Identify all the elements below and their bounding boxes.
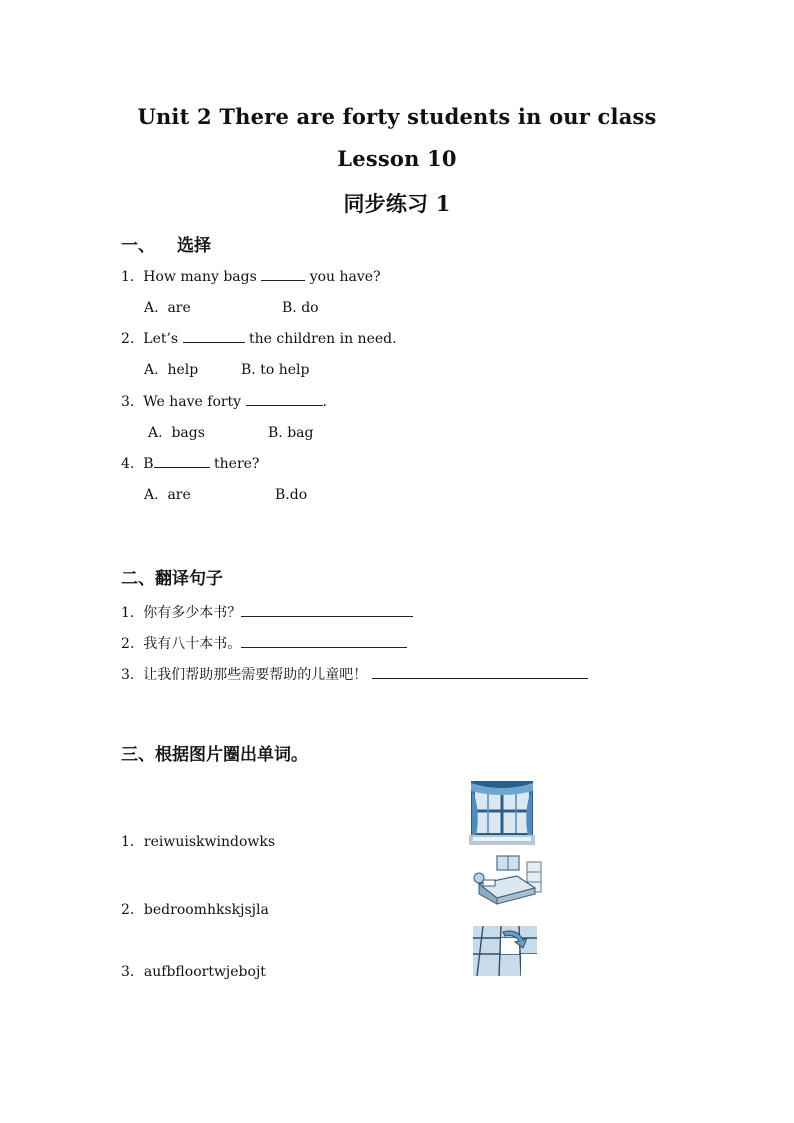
section1-heading-text: 选择 <box>177 236 211 256</box>
answer-blank[interactable] <box>261 279 305 281</box>
answer-blank[interactable] <box>154 466 210 468</box>
question-4 <box>121 456 259 472</box>
question-text-post: the children in need. <box>249 331 397 347</box>
option-b[interactable]: B. bag <box>268 425 314 441</box>
letter-string[interactable]: reiwuiskwindowks <box>143 834 276 850</box>
item-text: 让我们帮助那些需要帮助的儿童吧！ <box>143 667 368 683</box>
translation-item-3 <box>121 664 588 684</box>
item-text: 你有多少本书？ <box>143 605 242 621</box>
item-number: 1. <box>121 605 135 621</box>
question-text-post: you have? <box>309 269 381 285</box>
section1-heading-num: 一、 <box>121 236 155 256</box>
question-number: 3. <box>121 394 135 410</box>
option-a[interactable]: A. bags <box>148 425 205 441</box>
word-search-item-2 <box>121 899 269 919</box>
answer-line[interactable] <box>241 615 413 617</box>
answer-line[interactable] <box>372 677 588 679</box>
floor-icon <box>473 918 537 976</box>
option-b[interactable]: B. to help <box>241 362 310 378</box>
item-number: 3. <box>121 667 135 683</box>
question-number: 2. <box>121 331 135 347</box>
exercise-title: 同步练习 1 <box>343 191 451 216</box>
option-b[interactable]: B. do <box>282 300 319 316</box>
answer-blank[interactable] <box>246 404 323 406</box>
option-a[interactable]: A. help <box>144 362 199 378</box>
item-number: 1． <box>121 834 144 850</box>
window-icon <box>469 779 535 845</box>
lesson-title: Lesson 10 <box>337 146 457 171</box>
answer-line[interactable] <box>241 646 407 648</box>
item-number: 2． <box>121 902 144 918</box>
letter-string[interactable]: bedroomhkskjsjla <box>143 902 269 918</box>
question-number: 1. <box>121 269 135 285</box>
question-2 <box>121 331 397 347</box>
letter-string[interactable]: aufbfloortwjebojt <box>143 964 266 980</box>
section3-heading: 三、根据图片圈出单词。 <box>121 745 308 765</box>
question-number: 4. <box>121 456 135 472</box>
option-a[interactable]: A. are <box>144 300 191 316</box>
translation-item-1 <box>121 602 413 622</box>
question-text-post: . <box>322 394 328 410</box>
question-text-pre: B <box>143 456 154 472</box>
section1-heading <box>121 231 211 256</box>
question-text-pre: How many bags <box>143 269 257 285</box>
question-text-post: there? <box>214 456 260 472</box>
option-b[interactable]: B.do <box>275 487 308 503</box>
word-search-item-3 <box>121 961 266 981</box>
item-number: 3． <box>121 964 144 980</box>
question-text-pre: We have forty <box>143 394 242 410</box>
item-text: 我有八十本书。 <box>143 636 242 652</box>
page-title: Unit 2 There are forty students in our class <box>137 104 657 129</box>
option-a[interactable]: A. are <box>144 487 191 503</box>
question-3 <box>121 394 327 410</box>
question-1 <box>121 269 381 285</box>
word-search-item-1 <box>121 831 275 851</box>
item-number: 2. <box>121 636 135 652</box>
bedroom-icon <box>473 854 543 906</box>
answer-blank[interactable] <box>183 341 245 343</box>
translation-item-2 <box>121 633 407 653</box>
question-text-pre: Let’s <box>143 331 179 347</box>
section2-heading: 二、翻译句子 <box>121 569 223 589</box>
